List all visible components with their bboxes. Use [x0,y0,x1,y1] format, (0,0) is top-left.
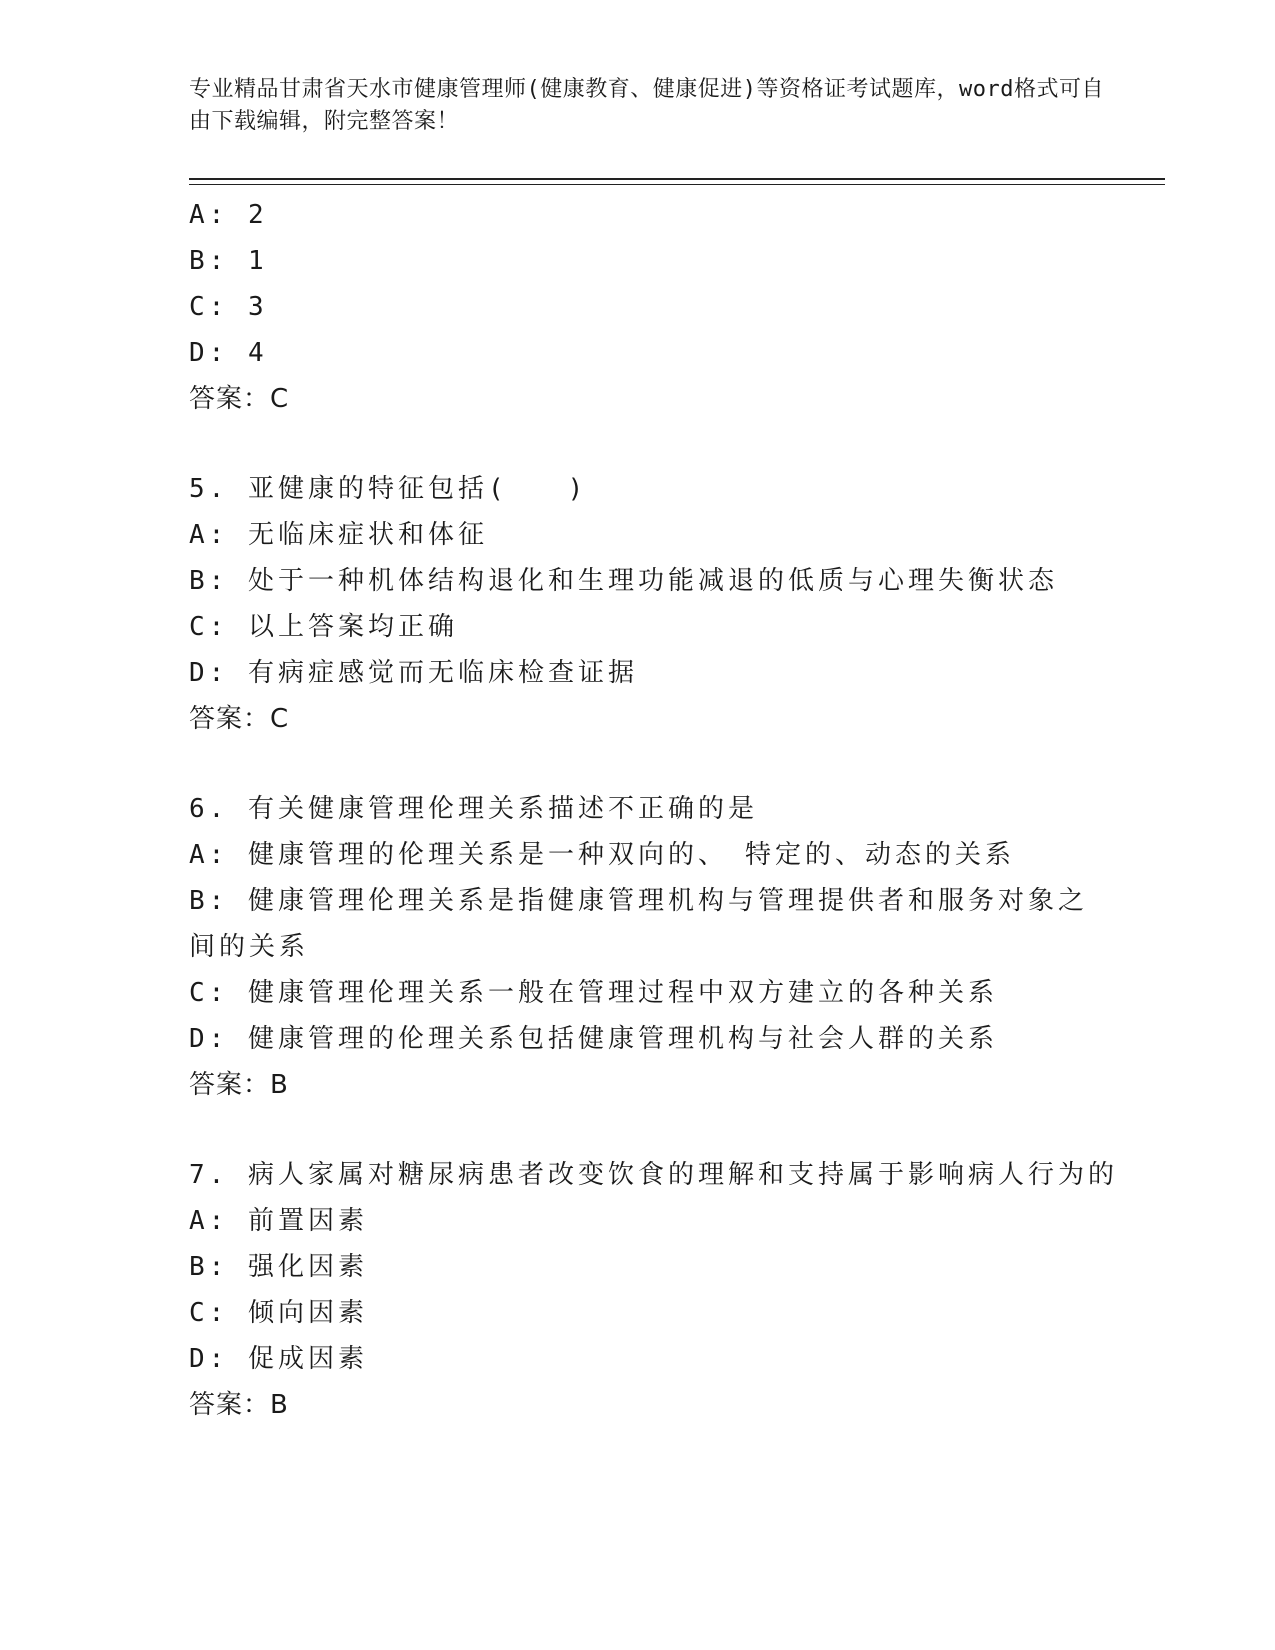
answer-label: 答案：B [189,1390,289,1420]
option-a: A: 2 [189,200,268,230]
option-b: B: 处于一种机体结构退化和生理功能减退的低质与心理失衡状态 [189,566,1058,596]
option-d: D: 有病症感觉而无临床检查证据 [189,658,638,688]
option-c: C: 健康管理伦理关系一般在管理过程中双方建立的各种关系 [189,978,998,1008]
question-stem: 7. 病人家属对糖尿病患者改变饮食的理解和支持属于影响病人行为的 [189,1160,1118,1190]
answer-label: 答案：B [189,1070,289,1100]
option-d: D: 促成因素 [189,1344,368,1374]
option-b: B: 健康管理伦理关系是指健康管理机构与管理提供者和服务对象之间的关系 [189,886,1088,962]
option-a: A: 无临床症状和体征 [189,520,488,550]
option-a: A: 前置因素 [189,1206,368,1236]
spacer [189,1108,1149,1152]
question-stem: 6. 有关健康管理伦理关系描述不正确的是 [189,794,758,824]
option-b: B: 强化因素 [189,1252,368,1282]
question-5-block [189,466,1149,742]
question-6-block [189,786,1149,1108]
spacer [189,422,1149,466]
spacer [189,742,1149,786]
question-7-block [189,1152,1149,1428]
option-d: D: 健康管理的伦理关系包括健康管理机构与社会人群的关系 [189,1024,998,1054]
option-c: C: 3 [189,292,268,322]
option-c: C: 倾向因素 [189,1298,368,1328]
answer-label: 答案：C [189,384,290,414]
header-rule-thin [189,184,1165,185]
question-stem: 5. 亚健康的特征包括( ) [189,474,588,504]
document-header [189,74,1109,138]
question-4-block [189,192,1149,422]
header-intro-text: 专业精品甘肃省天水市健康管理师(健康教育、健康促进)等资格证考试题库，word格式可自由下载编辑，附完整答案！ [189,77,1104,134]
option-a: A: 健康管理的伦理关系是一种双向的、 特定的、动态的关系 [189,840,1015,870]
question-list [189,192,1149,1428]
answer-label: 答案：C [189,704,290,734]
header-rule-thick [189,178,1165,180]
option-c: C: 以上答案均正确 [189,612,458,642]
option-b: B: 1 [189,246,268,276]
option-d: D: 4 [189,338,268,368]
